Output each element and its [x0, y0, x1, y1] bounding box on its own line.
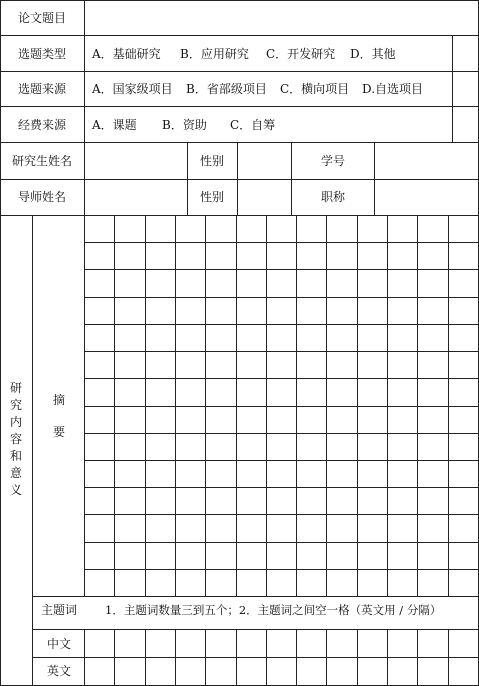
keyword-col-line	[175, 629, 176, 685]
keyword-col-line	[266, 629, 267, 685]
keyword-col-line	[205, 629, 206, 685]
topic-source-option-a[interactable]: A．国家级项目	[92, 82, 173, 96]
funding-option-c[interactable]: C．自筹	[230, 118, 276, 132]
advisor-name-label: 导师姓名	[17, 190, 66, 204]
abstract-label: 摘 要	[52, 393, 65, 439]
topic-type-option-a[interactable]: A．基础研究	[92, 47, 161, 61]
keyword-col-line	[417, 629, 418, 685]
grid-row-line	[84, 569, 478, 570]
thesis-title-label: 论文题目	[17, 11, 66, 25]
grid-row-line	[84, 542, 478, 543]
keywords-note: 1．主题词数量三到五个；2．主题词之间空一格（英文用 / 分隔）	[105, 603, 442, 617]
keyword-col-line	[387, 629, 388, 685]
grid-row-line	[84, 269, 478, 270]
chinese-keywords-label: 中文	[46, 637, 71, 651]
keyword-col-line	[236, 629, 237, 685]
topic-source-option-b[interactable]: B．省部级项目	[186, 82, 267, 96]
student-name-label: 研究生姓名	[11, 154, 72, 168]
advisor-title-label: 职称	[320, 190, 345, 204]
english-keywords-label: 英文	[46, 664, 71, 678]
student-gender-label: 性别	[199, 154, 224, 168]
grid-row-line	[84, 378, 478, 379]
topic-source-option-d[interactable]: D.自选项目	[362, 82, 424, 96]
keyword-col-line	[357, 629, 358, 685]
topic-type-option-c[interactable]: C．开发研究	[266, 47, 336, 61]
grid-row-line	[84, 297, 478, 298]
research-content-label: 研 究 内 容 和 意 义	[9, 381, 22, 497]
keyword-col-line	[145, 629, 146, 685]
thesis-title-field[interactable]	[85, 0, 478, 35]
topic-type-option-d[interactable]: D．其他	[350, 47, 396, 61]
grid-row-line	[84, 406, 478, 407]
grid-row-line	[84, 324, 478, 325]
topic-source-label: 选题来源	[17, 82, 66, 96]
grid-row-line	[84, 242, 478, 243]
advisor-gender-label: 性别	[199, 190, 224, 204]
funding-source-label: 经费来源	[17, 118, 66, 132]
grid-row-line	[84, 460, 478, 461]
grid-row-line	[84, 487, 478, 488]
keyword-col-line	[114, 629, 115, 685]
funding-option-b[interactable]: B．资助	[162, 118, 207, 132]
funding-option-a[interactable]: A．课题	[92, 118, 137, 132]
grid-row-line	[84, 433, 478, 434]
grid-row-line	[84, 351, 478, 352]
topic-source-option-c[interactable]: C．横向项目	[280, 82, 350, 96]
keyword-col-line	[448, 629, 449, 685]
keywords-label: 主题词	[40, 603, 77, 617]
keyword-col-line	[296, 629, 297, 685]
keyword-col-line	[326, 629, 327, 685]
grid-row-line	[84, 514, 478, 515]
student-id-label: 学号	[320, 154, 345, 168]
topic-type-option-b[interactable]: B．应用研究	[180, 47, 249, 61]
topic-type-label: 选题类型	[17, 47, 66, 61]
